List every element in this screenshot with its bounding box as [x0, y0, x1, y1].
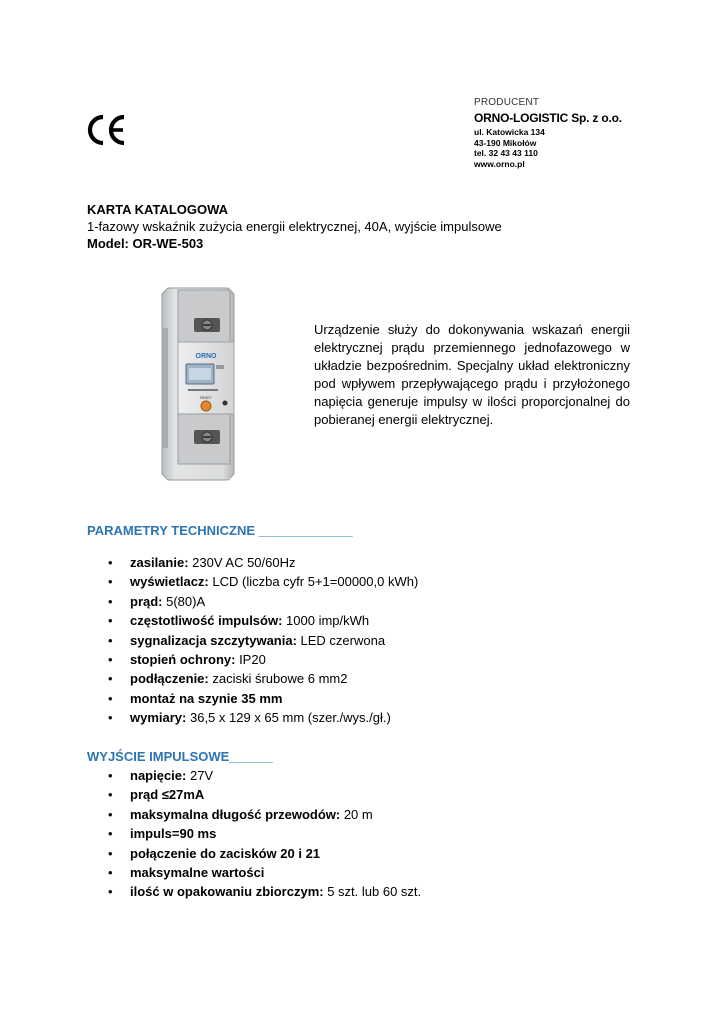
address-city: 43-190 Mikołów: [474, 137, 537, 148]
list-item: • częstotliwość impulsów: 1000 imp/kWh: [107, 611, 607, 630]
model-number: Model: OR-WE-503: [87, 236, 204, 251]
bullet-icon: •: [108, 768, 113, 783]
technical-parameters-title: PARAMETRY TECHNICZNE _____________: [87, 523, 353, 538]
svg-text:ORNO: ORNO: [195, 353, 217, 360]
bullet-icon: •: [108, 651, 113, 667]
company-name: ORNO-LOGISTIC Sp. z o.o.: [474, 111, 622, 125]
catalog-title: KARTA KATALOGOWA: [87, 202, 229, 217]
ce-mark-icon: [86, 113, 130, 147]
list-item: • maksymalna długość przewodów: 20 m: [107, 805, 607, 824]
list-item: • wymiary: 36,5 x 129 x 65 mm (szer./wys./gł.): [107, 708, 607, 727]
producer-label: PRODUCENT: [474, 97, 540, 108]
bullet-icon: •: [108, 632, 113, 648]
bullet-icon: •: [108, 864, 113, 880]
technical-parameters-list: [107, 553, 607, 728]
list-item: • napięcie: 27V: [107, 766, 607, 785]
svg-text:RESET: RESET: [200, 396, 212, 400]
list-item: • wyświetlacz: LCD (liczba cyfr 5+1=00000,0 kWh): [107, 572, 607, 591]
bullet-icon: •: [108, 845, 113, 861]
list-item: • podłączenie: zaciski śrubowe 6 mm2: [107, 669, 607, 688]
list-item: • sygnalizacja szczytywania: LED czerwona: [107, 631, 607, 650]
company-website: www.orno.pl: [474, 158, 525, 169]
impulse-output-title: WYJŚCIE IMPULSOWE______: [87, 749, 273, 764]
list-item: • zasilanie: 230V AC 50/60Hz: [107, 553, 607, 572]
product-description: Urządzenie służy do dokonywania wskazań energii elektrycznej prądu przemiennego jednofazowego w układzie bezpośrednim. Specjalny układ elektroniczny pod wpływem przepływającego prądu i przyłożonego napięcia generuje impulsy w ilości proporcjonalnej do pobieranej energii elektrycznej.: [314, 322, 630, 427]
producer-block: [474, 96, 714, 169]
company-phone: tel. 32 43 43 110: [474, 148, 538, 158]
bullet-icon: •: [108, 787, 113, 803]
bullet-icon: •: [108, 613, 113, 629]
catalog-heading: [87, 201, 647, 252]
list-item: • prąd ≤27mA: [107, 785, 607, 804]
bullet-icon: •: [108, 710, 113, 726]
list-item: • impuls=90 ms: [107, 824, 607, 843]
bullet-icon: •: [108, 671, 113, 687]
catalog-subtitle: 1-fazowy wskaźnik zużycia energii elektrycznej, 40A, wyjście impulsowe: [87, 219, 502, 234]
bullet-icon: •: [108, 806, 113, 822]
list-item: • prąd: 5(80)A: [107, 592, 607, 611]
impulse-output-list: [107, 766, 607, 902]
bullet-icon: •: [108, 574, 113, 590]
list-item: • montaż na szynie 35 mm: [107, 689, 607, 708]
bullet-icon: •: [108, 593, 113, 609]
list-item: • ilość w opakowaniu zbiorczym: 5 szt. lub 60 szt.: [107, 882, 607, 901]
list-item: • połączenie do zacisków 20 i 21: [107, 844, 607, 863]
bullet-icon: •: [108, 884, 113, 900]
product-image: [88, 268, 312, 496]
list-item: • maksymalne wartości: [107, 863, 607, 882]
bullet-icon: •: [108, 690, 113, 706]
list-item: • stopień ochrony: IP20: [107, 650, 607, 669]
bullet-icon: •: [108, 826, 113, 842]
address-street: ul. Katowicka 134: [474, 127, 545, 137]
bullet-icon: •: [108, 555, 113, 570]
